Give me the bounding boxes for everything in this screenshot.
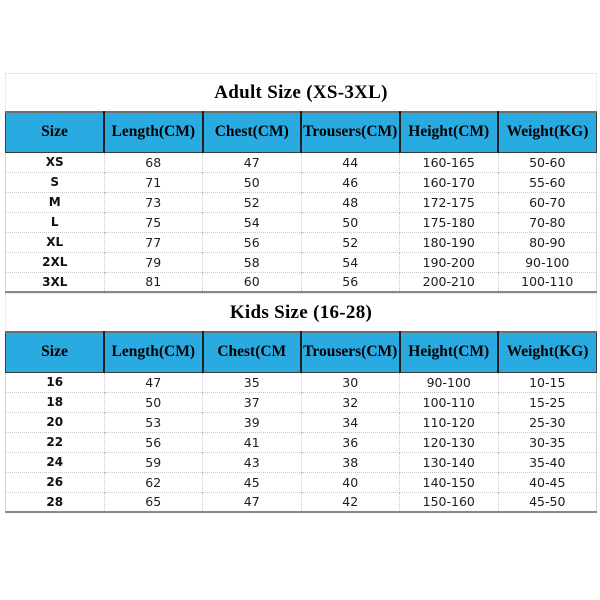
- size-cell: 26: [6, 472, 105, 492]
- value-cell: 44: [301, 152, 400, 172]
- value-cell: 52: [301, 232, 400, 252]
- table-row: [6, 492, 597, 512]
- size-cell: XS: [6, 152, 105, 172]
- value-cell: 70-80: [498, 212, 597, 232]
- table-row: [6, 432, 597, 452]
- value-cell: 38: [301, 452, 400, 472]
- value-cell: 39: [203, 412, 302, 432]
- value-cell: 200-210: [400, 272, 499, 292]
- value-cell: 58: [203, 252, 302, 272]
- value-cell: 48: [301, 192, 400, 212]
- value-cell: 81: [104, 272, 203, 292]
- value-cell: 110-120: [400, 412, 499, 432]
- kids-size-table-header: [6, 332, 597, 372]
- value-cell: 32: [301, 392, 400, 412]
- value-cell: 140-150: [400, 472, 499, 492]
- value-cell: 90-100: [400, 372, 499, 392]
- value-cell: 71: [104, 172, 203, 192]
- table-row: [6, 472, 597, 492]
- value-cell: 190-200: [400, 252, 499, 272]
- value-cell: 15-25: [498, 392, 597, 412]
- value-cell: 150-160: [400, 492, 499, 512]
- adult-size-section: [5, 73, 597, 293]
- value-cell: 65: [104, 492, 203, 512]
- column-header: Height(CM): [400, 112, 499, 152]
- value-cell: 79: [104, 252, 203, 272]
- size-cell: 20: [6, 412, 105, 432]
- value-cell: 50: [104, 392, 203, 412]
- value-cell: 56: [203, 232, 302, 252]
- value-cell: 35-40: [498, 452, 597, 472]
- value-cell: 73: [104, 192, 203, 212]
- size-cell: 3XL: [6, 272, 105, 292]
- column-header: Size: [6, 112, 105, 152]
- value-cell: 10-15: [498, 372, 597, 392]
- table-row: [6, 412, 597, 432]
- size-cell: L: [6, 212, 105, 232]
- value-cell: 50: [203, 172, 302, 192]
- table-row: [6, 232, 597, 252]
- value-cell: 35: [203, 372, 302, 392]
- value-cell: 40-45: [498, 472, 597, 492]
- value-cell: 56: [301, 272, 400, 292]
- column-header: Trousers(CM): [301, 112, 400, 152]
- column-header: Length(CM): [104, 332, 203, 372]
- table-row: [6, 172, 597, 192]
- column-header: Trousers(CM): [301, 332, 400, 372]
- value-cell: 45: [203, 472, 302, 492]
- value-cell: 50: [301, 212, 400, 232]
- kids-size-table-body: [6, 372, 597, 512]
- adult-size-table-body: [6, 152, 597, 292]
- value-cell: 75: [104, 212, 203, 232]
- adult-size-table-header: [6, 112, 597, 152]
- value-cell: 77: [104, 232, 203, 252]
- value-cell: 42: [301, 492, 400, 512]
- table-row: [6, 212, 597, 232]
- table-row: [6, 152, 597, 172]
- value-cell: 100-110: [498, 272, 597, 292]
- value-cell: 100-110: [400, 392, 499, 412]
- table-row: [6, 192, 597, 212]
- value-cell: 68: [104, 152, 203, 172]
- value-cell: 54: [301, 252, 400, 272]
- table-row: [6, 392, 597, 412]
- value-cell: 175-180: [400, 212, 499, 232]
- column-header: Length(CM): [104, 112, 203, 152]
- adult-size-title: Adult Size (XS-3XL): [5, 73, 597, 111]
- value-cell: 160-165: [400, 152, 499, 172]
- size-cell: 2XL: [6, 252, 105, 272]
- value-cell: 34: [301, 412, 400, 432]
- value-cell: 41: [203, 432, 302, 452]
- value-cell: 59: [104, 452, 203, 472]
- kids-size-table: [5, 331, 597, 513]
- column-header: Chest(CM): [203, 112, 302, 152]
- value-cell: 130-140: [400, 452, 499, 472]
- value-cell: 47: [104, 372, 203, 392]
- adult-size-table: [5, 111, 597, 293]
- column-header: Weight(KG): [498, 332, 597, 372]
- column-header: Weight(KG): [498, 112, 597, 152]
- value-cell: 46: [301, 172, 400, 192]
- size-cell: 22: [6, 432, 105, 452]
- value-cell: 50-60: [498, 152, 597, 172]
- size-cell: 28: [6, 492, 105, 512]
- column-header: Height(CM): [400, 332, 499, 372]
- column-header: Size: [6, 332, 105, 372]
- table-row: [6, 452, 597, 472]
- value-cell: 172-175: [400, 192, 499, 212]
- size-cell: 24: [6, 452, 105, 472]
- column-header: Chest(CM: [203, 332, 302, 372]
- size-cell: S: [6, 172, 105, 192]
- value-cell: 54: [203, 212, 302, 232]
- value-cell: 47: [203, 152, 302, 172]
- value-cell: 56: [104, 432, 203, 452]
- table-row: [6, 272, 597, 292]
- value-cell: 90-100: [498, 252, 597, 272]
- value-cell: 30: [301, 372, 400, 392]
- table-row: [6, 252, 597, 272]
- value-cell: 60-70: [498, 192, 597, 212]
- value-cell: 47: [203, 492, 302, 512]
- size-cell: 16: [6, 372, 105, 392]
- value-cell: 37: [203, 392, 302, 412]
- table-row: [6, 372, 597, 392]
- header-row: [6, 332, 597, 372]
- value-cell: 30-35: [498, 432, 597, 452]
- value-cell: 52: [203, 192, 302, 212]
- kids-size-section: [5, 293, 597, 513]
- value-cell: 25-30: [498, 412, 597, 432]
- value-cell: 180-190: [400, 232, 499, 252]
- value-cell: 120-130: [400, 432, 499, 452]
- value-cell: 62: [104, 472, 203, 492]
- value-cell: 80-90: [498, 232, 597, 252]
- size-cell: M: [6, 192, 105, 212]
- value-cell: 45-50: [498, 492, 597, 512]
- kids-size-title: Kids Size (16-28): [5, 293, 597, 331]
- value-cell: 53: [104, 412, 203, 432]
- size-chart: [5, 73, 597, 513]
- value-cell: 55-60: [498, 172, 597, 192]
- header-row: [6, 112, 597, 152]
- value-cell: 40: [301, 472, 400, 492]
- size-cell: 18: [6, 392, 105, 412]
- value-cell: 36: [301, 432, 400, 452]
- value-cell: 160-170: [400, 172, 499, 192]
- value-cell: 60: [203, 272, 302, 292]
- value-cell: 43: [203, 452, 302, 472]
- size-cell: XL: [6, 232, 105, 252]
